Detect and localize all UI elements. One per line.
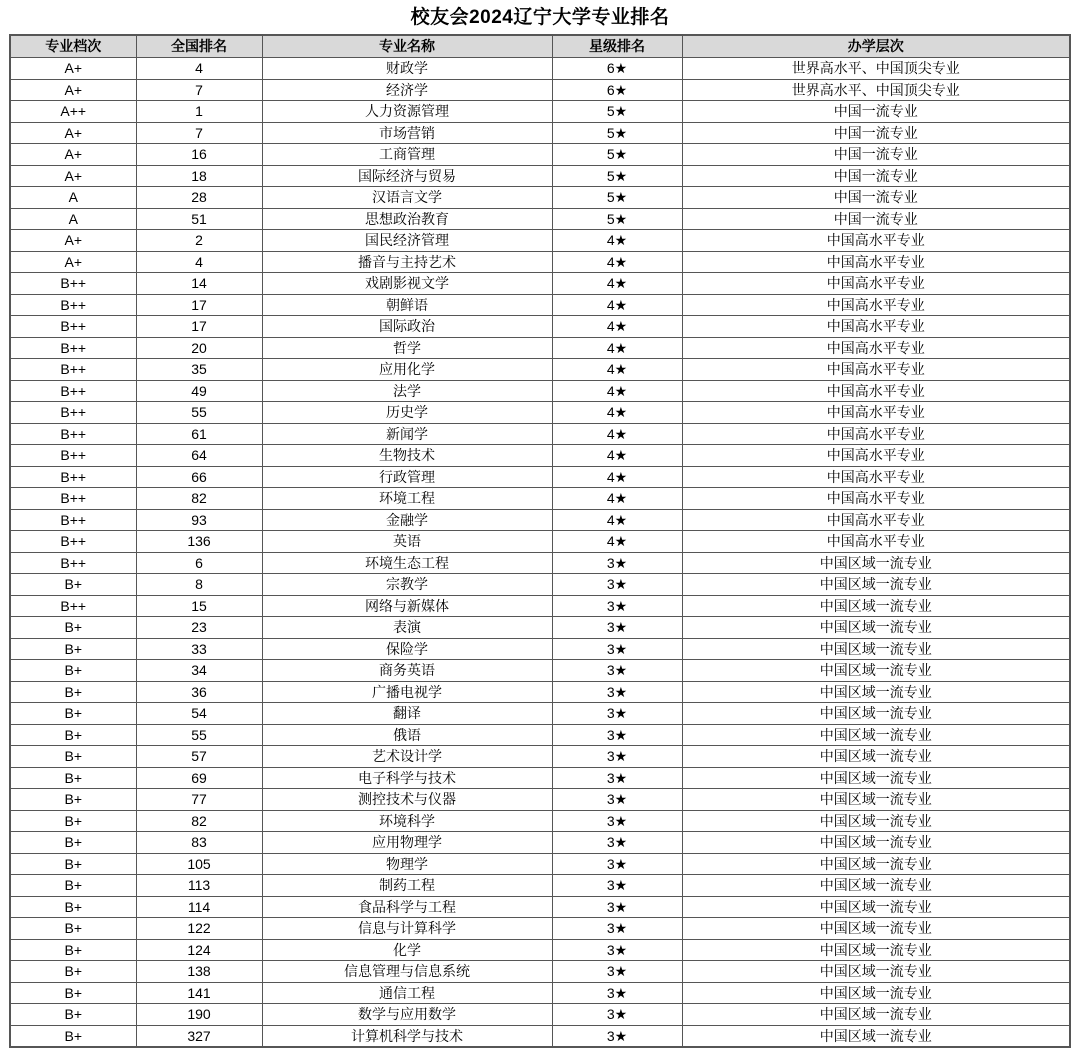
cell-rank: 77: [136, 789, 262, 811]
cell-star: 4★: [552, 402, 682, 424]
cell-star: 4★: [552, 294, 682, 316]
cell-star: 4★: [552, 423, 682, 445]
cell-major: 通信工程: [262, 982, 552, 1004]
cell-level: 中国一流专业: [682, 101, 1070, 123]
cell-major: 工商管理: [262, 144, 552, 166]
cell-star: 5★: [552, 208, 682, 230]
cell-rank: 34: [136, 660, 262, 682]
cell-rank: 114: [136, 896, 262, 918]
cell-star: 4★: [552, 251, 682, 273]
table-row: [10, 660, 1070, 682]
cell-rank: 36: [136, 681, 262, 703]
cell-major: 环境工程: [262, 488, 552, 510]
table-row: [10, 853, 1070, 875]
cell-grade: A+: [10, 165, 136, 187]
cell-grade: B+: [10, 1025, 136, 1047]
cell-level: 中国高水平专业: [682, 402, 1070, 424]
cell-major: 测控技术与仪器: [262, 789, 552, 811]
cell-major: 市场营销: [262, 122, 552, 144]
page-title: 校友会2024辽宁大学专业排名: [410, 7, 670, 28]
table-row: [10, 939, 1070, 961]
cell-major: 应用化学: [262, 359, 552, 381]
cell-grade: B++: [10, 337, 136, 359]
cell-level: 中国高水平专业: [682, 509, 1070, 531]
cell-star: 3★: [552, 875, 682, 897]
cell-major: 制药工程: [262, 875, 552, 897]
header-level: 办学层次: [682, 35, 1070, 58]
table-row: [10, 251, 1070, 273]
cell-major: 生物技术: [262, 445, 552, 467]
ranking-table: [9, 34, 1071, 1048]
cell-grade: B++: [10, 316, 136, 338]
cell-rank: 82: [136, 810, 262, 832]
table-row: [10, 746, 1070, 768]
cell-star: 5★: [552, 165, 682, 187]
cell-major: 表演: [262, 617, 552, 639]
cell-rank: 141: [136, 982, 262, 1004]
cell-grade: A: [10, 187, 136, 209]
table-row: [10, 187, 1070, 209]
cell-level: 中国一流专业: [682, 122, 1070, 144]
cell-level: 中国区域一流专业: [682, 810, 1070, 832]
cell-rank: 82: [136, 488, 262, 510]
cell-star: 5★: [552, 187, 682, 209]
cell-grade: B+: [10, 1004, 136, 1026]
cell-rank: 8: [136, 574, 262, 596]
cell-level: 中国一流专业: [682, 208, 1070, 230]
cell-rank: 6: [136, 552, 262, 574]
cell-star: 5★: [552, 122, 682, 144]
cell-major: 计算机科学与技术: [262, 1025, 552, 1047]
cell-level: 中国高水平专业: [682, 488, 1070, 510]
cell-grade: A+: [10, 230, 136, 252]
cell-star: 3★: [552, 595, 682, 617]
cell-grade: B+: [10, 789, 136, 811]
cell-grade: A+: [10, 122, 136, 144]
cell-major: 商务英语: [262, 660, 552, 682]
cell-star: 4★: [552, 445, 682, 467]
cell-level: 中国高水平专业: [682, 423, 1070, 445]
table-row: [10, 531, 1070, 553]
cell-level: 中国区域一流专业: [682, 703, 1070, 725]
cell-grade: B++: [10, 294, 136, 316]
cell-rank: 15: [136, 595, 262, 617]
cell-major: 环境科学: [262, 810, 552, 832]
cell-rank: 83: [136, 832, 262, 854]
cell-star: 4★: [552, 531, 682, 553]
cell-major: 哲学: [262, 337, 552, 359]
cell-rank: 2: [136, 230, 262, 252]
cell-level: 中国区域一流专业: [682, 638, 1070, 660]
table-row: [10, 896, 1070, 918]
cell-grade: B+: [10, 810, 136, 832]
cell-grade: B+: [10, 617, 136, 639]
cell-grade: B+: [10, 660, 136, 682]
cell-major: 应用物理学: [262, 832, 552, 854]
table-row: [10, 789, 1070, 811]
cell-major: 食品科学与工程: [262, 896, 552, 918]
cell-major: 戏剧影视文学: [262, 273, 552, 295]
cell-rank: 93: [136, 509, 262, 531]
cell-level: 中国区域一流专业: [682, 918, 1070, 940]
table-row: [10, 767, 1070, 789]
table-row: [10, 208, 1070, 230]
cell-rank: 18: [136, 165, 262, 187]
cell-level: 世界高水平、中国顶尖专业: [682, 58, 1070, 80]
cell-grade: B+: [10, 703, 136, 725]
table-row: [10, 466, 1070, 488]
cell-grade: B+: [10, 939, 136, 961]
cell-grade: B++: [10, 423, 136, 445]
cell-rank: 55: [136, 402, 262, 424]
cell-level: 中国区域一流专业: [682, 896, 1070, 918]
cell-level: 中国一流专业: [682, 187, 1070, 209]
cell-major: 保险学: [262, 638, 552, 660]
cell-rank: 4: [136, 251, 262, 273]
cell-star: 3★: [552, 746, 682, 768]
cell-major: 俄语: [262, 724, 552, 746]
cell-rank: 66: [136, 466, 262, 488]
cell-star: 4★: [552, 316, 682, 338]
cell-major: 财政学: [262, 58, 552, 80]
cell-grade: B+: [10, 853, 136, 875]
table-row: [10, 810, 1070, 832]
cell-star: 4★: [552, 230, 682, 252]
cell-rank: 23: [136, 617, 262, 639]
cell-level: 中国高水平专业: [682, 273, 1070, 295]
cell-grade: B++: [10, 531, 136, 553]
table-row: [10, 445, 1070, 467]
cell-star: 4★: [552, 509, 682, 531]
cell-grade: B+: [10, 832, 136, 854]
cell-star: 4★: [552, 466, 682, 488]
table-row: [10, 703, 1070, 725]
cell-rank: 17: [136, 294, 262, 316]
cell-grade: B+: [10, 724, 136, 746]
header-grade: 专业档次: [10, 35, 136, 58]
table-row: [10, 165, 1070, 187]
cell-rank: 105: [136, 853, 262, 875]
table-row: [10, 961, 1070, 983]
cell-major: 经济学: [262, 79, 552, 101]
cell-major: 信息与计算科学: [262, 918, 552, 940]
table-header-row: [10, 35, 1070, 58]
table-row: [10, 638, 1070, 660]
cell-star: 3★: [552, 810, 682, 832]
cell-level: 中国区域一流专业: [682, 660, 1070, 682]
cell-star: 5★: [552, 101, 682, 123]
cell-star: 4★: [552, 337, 682, 359]
cell-grade: B+: [10, 638, 136, 660]
cell-star: 3★: [552, 617, 682, 639]
cell-level: 中国一流专业: [682, 144, 1070, 166]
cell-grade: B++: [10, 488, 136, 510]
cell-level: 中国区域一流专业: [682, 767, 1070, 789]
cell-level: 中国区域一流专业: [682, 724, 1070, 746]
cell-rank: 20: [136, 337, 262, 359]
cell-star: 3★: [552, 1025, 682, 1047]
cell-level: 中国高水平专业: [682, 230, 1070, 252]
header-major: 专业名称: [262, 35, 552, 58]
table-row: [10, 918, 1070, 940]
table-row: [10, 359, 1070, 381]
cell-star: 3★: [552, 1004, 682, 1026]
cell-major: 数学与应用数学: [262, 1004, 552, 1026]
cell-major: 国民经济管理: [262, 230, 552, 252]
cell-grade: B++: [10, 380, 136, 402]
cell-level: 中国区域一流专业: [682, 982, 1070, 1004]
cell-rank: 69: [136, 767, 262, 789]
table-row: [10, 595, 1070, 617]
table-row: [10, 617, 1070, 639]
cell-star: 6★: [552, 58, 682, 80]
cell-rank: 14: [136, 273, 262, 295]
cell-rank: 124: [136, 939, 262, 961]
table-row: [10, 724, 1070, 746]
cell-grade: B++: [10, 359, 136, 381]
table-body: [10, 58, 1070, 1048]
cell-rank: 49: [136, 380, 262, 402]
table-row: [10, 380, 1070, 402]
table-row: [10, 294, 1070, 316]
cell-level: 中国区域一流专业: [682, 552, 1070, 574]
cell-grade: B+: [10, 982, 136, 1004]
cell-level: 中国区域一流专业: [682, 832, 1070, 854]
cell-star: 3★: [552, 724, 682, 746]
cell-rank: 64: [136, 445, 262, 467]
table-row: [10, 273, 1070, 295]
cell-level: 中国区域一流专业: [682, 681, 1070, 703]
cell-star: 3★: [552, 660, 682, 682]
cell-level: 中国区域一流专业: [682, 746, 1070, 768]
table-row: [10, 58, 1070, 80]
table-row: [10, 1025, 1070, 1047]
cell-major: 朝鲜语: [262, 294, 552, 316]
table-row: [10, 144, 1070, 166]
cell-rank: 54: [136, 703, 262, 725]
cell-major: 英语: [262, 531, 552, 553]
cell-rank: 17: [136, 316, 262, 338]
cell-rank: 122: [136, 918, 262, 940]
cell-star: 3★: [552, 789, 682, 811]
cell-level: 世界高水平、中国顶尖专业: [682, 79, 1070, 101]
cell-star: 3★: [552, 939, 682, 961]
cell-rank: 113: [136, 875, 262, 897]
table-row: [10, 423, 1070, 445]
cell-rank: 16: [136, 144, 262, 166]
table-row: [10, 509, 1070, 531]
cell-major: 广播电视学: [262, 681, 552, 703]
cell-grade: A+: [10, 58, 136, 80]
cell-rank: 28: [136, 187, 262, 209]
cell-star: 6★: [552, 79, 682, 101]
table-row: [10, 230, 1070, 252]
cell-grade: B++: [10, 509, 136, 531]
table-row: [10, 402, 1070, 424]
cell-level: 中国高水平专业: [682, 445, 1070, 467]
cell-star: 3★: [552, 896, 682, 918]
table-row: [10, 122, 1070, 144]
cell-level: 中国区域一流专业: [682, 875, 1070, 897]
cell-rank: 190: [136, 1004, 262, 1026]
cell-grade: B+: [10, 746, 136, 768]
cell-grade: B++: [10, 445, 136, 467]
cell-star: 4★: [552, 359, 682, 381]
cell-major: 思想政治教育: [262, 208, 552, 230]
cell-rank: 55: [136, 724, 262, 746]
cell-grade: B+: [10, 918, 136, 940]
cell-grade: A+: [10, 79, 136, 101]
cell-major: 法学: [262, 380, 552, 402]
cell-star: 3★: [552, 552, 682, 574]
cell-grade: B+: [10, 767, 136, 789]
cell-star: 3★: [552, 767, 682, 789]
cell-major: 电子科学与技术: [262, 767, 552, 789]
header-rank: 全国排名: [136, 35, 262, 58]
cell-star: 4★: [552, 380, 682, 402]
cell-rank: 61: [136, 423, 262, 445]
cell-star: 3★: [552, 703, 682, 725]
cell-level: 中国高水平专业: [682, 316, 1070, 338]
cell-star: 3★: [552, 681, 682, 703]
cell-level: 中国高水平专业: [682, 337, 1070, 359]
cell-grade: B++: [10, 552, 136, 574]
cell-rank: 4: [136, 58, 262, 80]
cell-grade: B++: [10, 466, 136, 488]
table-row: [10, 101, 1070, 123]
cell-rank: 136: [136, 531, 262, 553]
cell-level: 中国区域一流专业: [682, 1025, 1070, 1047]
cell-level: 中国区域一流专业: [682, 595, 1070, 617]
cell-major: 历史学: [262, 402, 552, 424]
cell-major: 汉语言文学: [262, 187, 552, 209]
cell-major: 环境生态工程: [262, 552, 552, 574]
cell-star: 5★: [552, 144, 682, 166]
table-row: [10, 832, 1070, 854]
table-row: [10, 316, 1070, 338]
cell-major: 金融学: [262, 509, 552, 531]
cell-major: 宗教学: [262, 574, 552, 596]
cell-star: 3★: [552, 832, 682, 854]
cell-star: 4★: [552, 488, 682, 510]
cell-major: 翻译: [262, 703, 552, 725]
cell-major: 网络与新媒体: [262, 595, 552, 617]
table-row: [10, 488, 1070, 510]
cell-rank: 138: [136, 961, 262, 983]
cell-star: 3★: [552, 982, 682, 1004]
cell-level: 中国区域一流专业: [682, 574, 1070, 596]
table-row: [10, 1004, 1070, 1026]
table-row: [10, 982, 1070, 1004]
cell-grade: B+: [10, 681, 136, 703]
cell-grade: B++: [10, 273, 136, 295]
table-row: [10, 681, 1070, 703]
table-row: [10, 552, 1070, 574]
cell-grade: B+: [10, 875, 136, 897]
cell-level: 中国区域一流专业: [682, 939, 1070, 961]
cell-level: 中国区域一流专业: [682, 789, 1070, 811]
cell-star: 3★: [552, 574, 682, 596]
cell-level: 中国一流专业: [682, 165, 1070, 187]
cell-grade: B+: [10, 896, 136, 918]
header-star: 星级排名: [552, 35, 682, 58]
cell-level: 中国高水平专业: [682, 294, 1070, 316]
cell-major: 艺术设计学: [262, 746, 552, 768]
table-row: [10, 574, 1070, 596]
cell-major: 物理学: [262, 853, 552, 875]
cell-major: 化学: [262, 939, 552, 961]
cell-grade: A: [10, 208, 136, 230]
cell-star: 4★: [552, 273, 682, 295]
cell-level: 中国区域一流专业: [682, 617, 1070, 639]
cell-rank: 33: [136, 638, 262, 660]
cell-rank: 57: [136, 746, 262, 768]
cell-major: 人力资源管理: [262, 101, 552, 123]
cell-major: 新闻学: [262, 423, 552, 445]
cell-grade: B+: [10, 574, 136, 596]
cell-star: 3★: [552, 638, 682, 660]
cell-major: 播音与主持艺术: [262, 251, 552, 273]
cell-level: 中国区域一流专业: [682, 961, 1070, 983]
cell-major: 信息管理与信息系统: [262, 961, 552, 983]
cell-grade: B++: [10, 595, 136, 617]
cell-star: 3★: [552, 853, 682, 875]
cell-star: 3★: [552, 961, 682, 983]
table-row: [10, 875, 1070, 897]
cell-grade: A+: [10, 251, 136, 273]
cell-grade: B+: [10, 961, 136, 983]
cell-star: 3★: [552, 918, 682, 940]
cell-level: 中国高水平专业: [682, 531, 1070, 553]
cell-rank: 35: [136, 359, 262, 381]
cell-rank: 7: [136, 79, 262, 101]
cell-level: 中国高水平专业: [682, 359, 1070, 381]
cell-grade: B++: [10, 402, 136, 424]
cell-level: 中国区域一流专业: [682, 1004, 1070, 1026]
cell-major: 国际政治: [262, 316, 552, 338]
cell-rank: 327: [136, 1025, 262, 1047]
cell-level: 中国高水平专业: [682, 251, 1070, 273]
cell-major: 行政管理: [262, 466, 552, 488]
table-row: [10, 337, 1070, 359]
table-row: [10, 79, 1070, 101]
cell-grade: A+: [10, 144, 136, 166]
cell-grade: A++: [10, 101, 136, 123]
cell-rank: 1: [136, 101, 262, 123]
cell-level: 中国高水平专业: [682, 466, 1070, 488]
cell-level: 中国高水平专业: [682, 380, 1070, 402]
cell-level: 中国区域一流专业: [682, 853, 1070, 875]
cell-rank: 51: [136, 208, 262, 230]
cell-rank: 7: [136, 122, 262, 144]
cell-major: 国际经济与贸易: [262, 165, 552, 187]
